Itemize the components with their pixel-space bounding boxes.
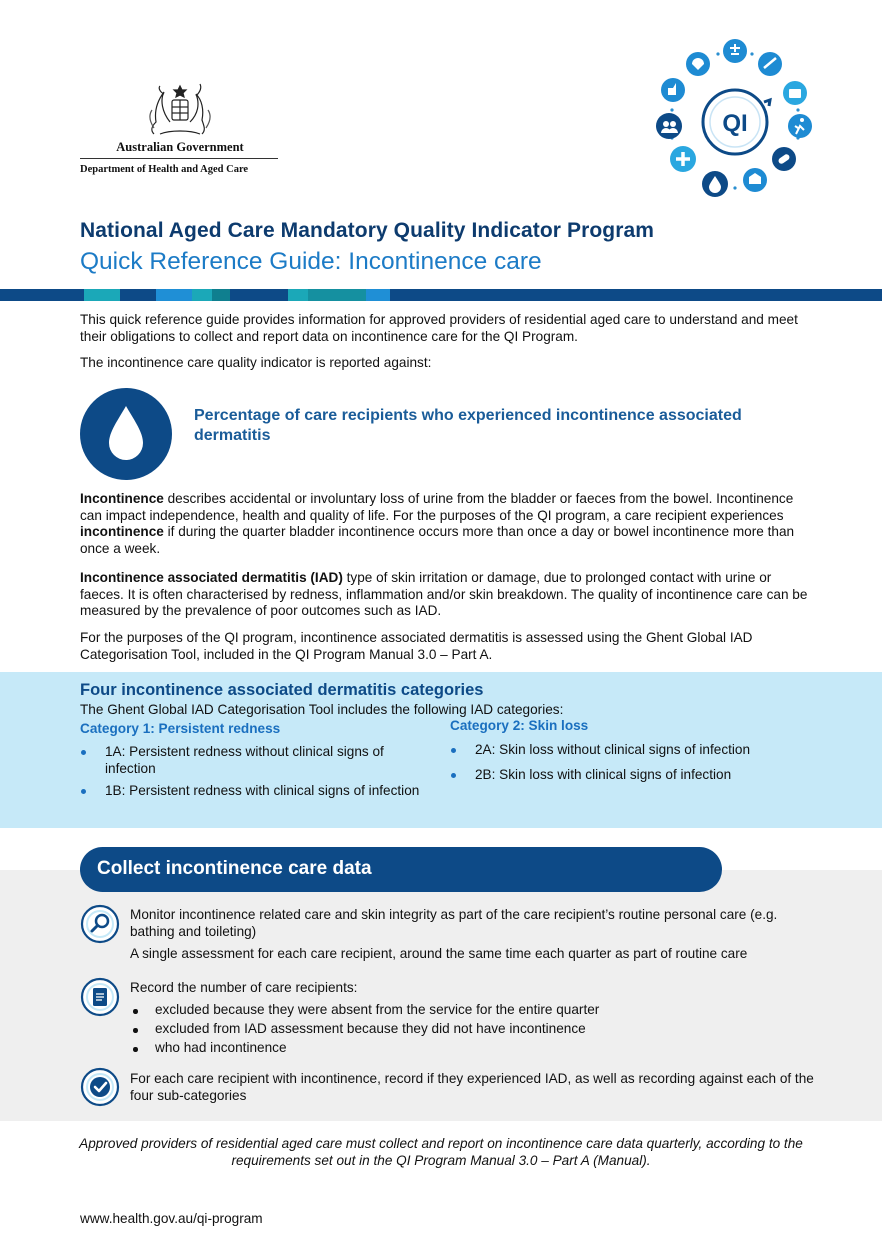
collect-heading: Collect incontinence care data: [97, 858, 372, 879]
assessment-frequency-text: A single assessment for each care recipient, around the same time each quarter as part of routine care: [130, 946, 748, 961]
header-stripe: [0, 289, 882, 301]
list-item: excluded from IAD assessment because they did not have incontinence: [130, 1021, 820, 1038]
department-name: Department of Health and Aged Care: [80, 164, 249, 175]
logo-divider: [80, 158, 278, 159]
bullet: [133, 1009, 138, 1014]
ghent-tool-paragraph: For the purposes of the QI program, incontinence associated dermatitis is assessed using the Ghent Global IAD Categorisation Tool, included in the QI Program Manual 3.0 – Part A.: [80, 630, 753, 662]
list-item: who had incontinence: [130, 1040, 820, 1057]
qi-badge-text: QI: [722, 110, 748, 137]
qi-program-logo: [652, 38, 818, 198]
monitor-step-text: Monitor incontinence related care and skin integrity as part of the care recipient’s routine personal care (e.g. bathing and toileting): [130, 907, 778, 939]
guide-title: Quick Reference Guide: Incontinence care: [80, 248, 542, 275]
bullet: [81, 750, 86, 755]
record-step-text: Record the number of care recipients:: [130, 980, 358, 995]
water-drop-icon: [80, 388, 172, 480]
list-item: 1B: Persistent redness with clinical signs of infection: [80, 783, 425, 800]
document-icon: [80, 977, 120, 1017]
australian-government-logo: [80, 82, 280, 175]
iad-definition: Incontinence associated dermatitis (IAD) type of skin irritation or damage, due to prolonged contact with urine or faeces. It is often characterised by redness, inflammation and/or skin breakdown. The quality of incontinence care can be measured by the prevalence of poor outcomes such as IAD.: [80, 570, 808, 618]
bullet: [451, 773, 456, 778]
incontinence-term: Incontinence: [80, 491, 164, 506]
bullet: [133, 1028, 138, 1033]
indicator-lead-in: The incontinence care quality indicator is reported against:: [80, 355, 432, 370]
bullet: [133, 1047, 138, 1052]
category-1-heading: Category 1: Persistent redness: [80, 721, 281, 736]
bullet: [451, 748, 456, 753]
category-2-heading: Category 2: Skin loss: [450, 718, 589, 733]
list-item: excluded because they were absent from the service for the entire quarter: [130, 1002, 820, 1019]
iad-record-step-text: For each care recipient with incontinence, record if they experienced IAD, as well as recording against each of the four sub-categories: [130, 1071, 814, 1103]
categories-subtitle: The Ghent Global IAD Categorisation Tool includes the following IAD categories:: [80, 702, 564, 717]
record-step-list: [130, 1002, 820, 1059]
list-item: 2A: Skin loss without clinical signs of infection: [450, 742, 830, 759]
intro-paragraph: This quick reference guide provides information for approved providers of residential aged care to understand and meet their obligations to collect and report data on incontinence care for the QI Program.: [80, 312, 798, 344]
incontinence-definition: Incontinence describes accidental or involuntary loss of urine from the bladder or faeces from the bowel. Incontinence can impact independence, health and quality of life. For the purposes of the QI program, a care recipient experiences incontinence if during the quarter bladder incontinence occurs more than once a day or bowel incontinence more than once a week.: [80, 491, 795, 556]
bullet: [81, 789, 86, 794]
list-item: 1A: Persistent redness without clinical signs of infection: [80, 744, 425, 777]
coat-of-arms-icon: [140, 82, 220, 138]
category-1-list: [80, 744, 425, 806]
footer-note: Approved providers of residential aged care must collect and report on incontinence care data quarterly, according to the requirements set out in the QI Program Manual 3.0 – Part A (Manual).: [79, 1136, 803, 1168]
indicator-badge: [80, 388, 172, 480]
incontinence-term-inline: incontinence: [80, 524, 164, 539]
government-name: Australian Government: [116, 140, 244, 154]
category-2-list: [450, 742, 830, 791]
indicator-statement: Percentage of care recipients who experienced incontinence associated dermatitis: [194, 407, 742, 444]
iad-term: Incontinence associated dermatitis (IAD): [80, 570, 343, 585]
magnifier-icon: [80, 904, 120, 944]
list-item: 2B: Skin loss with clinical signs of infection: [450, 767, 830, 784]
categories-title: Four incontinence associated dermatitis categories: [80, 681, 484, 699]
website-link[interactable]: www.health.gov.au/qi-program: [80, 1211, 263, 1226]
program-title: National Aged Care Mandatory Quality Indicator Program: [80, 219, 655, 242]
checkmark-icon: [80, 1067, 120, 1107]
